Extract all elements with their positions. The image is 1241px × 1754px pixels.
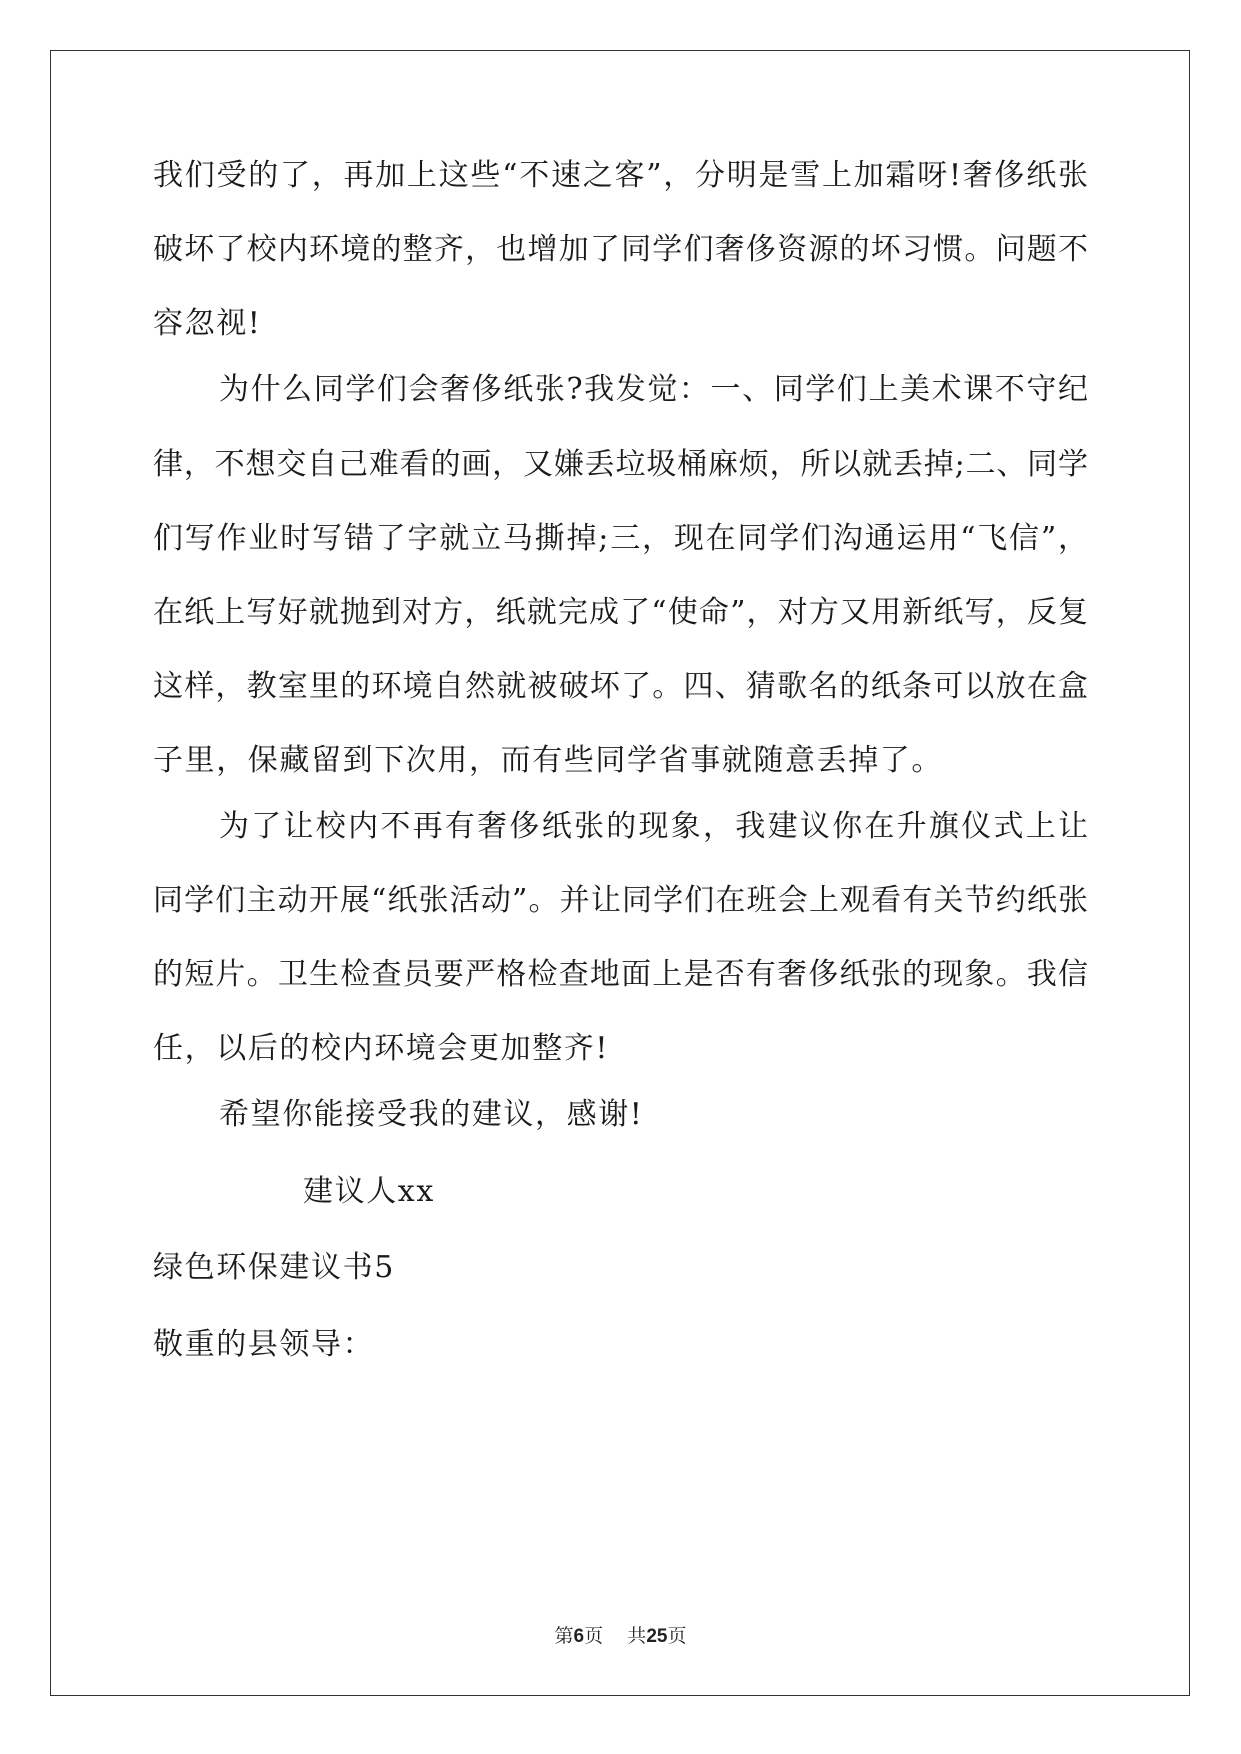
paragraph-first-line: 为了让校内不再有奢侈纸张的现象，我建议你在升旗仪式上让 [219,809,1088,844]
body-line: 的短片。卫生检查员要严格检查地面上是否有奢侈纸张的现象。我信 [153,957,1088,992]
closing-line: 希望你能接受我的建议，感谢! [219,1097,644,1132]
current-page-number: 6 [573,1626,585,1647]
body-line: 们写作业时写错了字就立马撕掉;三，现在同学们沟通运用“飞信”， [153,521,1088,556]
page-border [50,50,1190,1696]
footer-total-suffix: 页 [667,1625,687,1647]
body-line: 同学们主动开展“纸张活动”。并让同学们在班会上观看有关节约纸张 [153,883,1088,918]
body-line: 我们受的了，再加上这些“不速之客”，分明是雪上加霜呀!奢侈纸张 [153,158,1088,193]
paragraph-first-line: 为什么同学们会奢侈纸张?我发觉：一、同学们上美术课不守纪 [219,372,1088,407]
body-line: 任，以后的校内环境会更加整齐! [153,1031,610,1066]
body-line: 子里，保藏留到下次用，而有些同学省事就随意丢掉了。 [153,743,943,778]
body-line: 破坏了校内环境的整齐，也增加了同学们奢侈资源的坏习惯。问题不 [153,232,1088,267]
section-title: 绿色环保建议书5 [153,1250,395,1285]
footer-prefix: 第 [554,1625,574,1647]
signature-line: 建议人xx [303,1174,435,1209]
footer-page-suffix: 页 [584,1625,604,1647]
footer-total-prefix: 共 [627,1625,647,1647]
body-line: 在纸上写好就抛到对方，纸就完成了“使命”，对方又用新纸写，反复 [153,595,1088,630]
body-line: 容忽视! [153,306,262,341]
page-footer [0,1624,1241,1649]
total-page-number: 25 [646,1626,668,1647]
body-line: 这样，教室里的环境自然就被破坏了。四、猜歌名的纸条可以放在盒 [153,669,1088,704]
salutation-line: 敬重的县领导： [153,1327,375,1362]
body-line: 律，不想交自己难看的画，又嫌丢垃圾桶麻烦，所以就丢掉;二、同学 [153,447,1088,482]
